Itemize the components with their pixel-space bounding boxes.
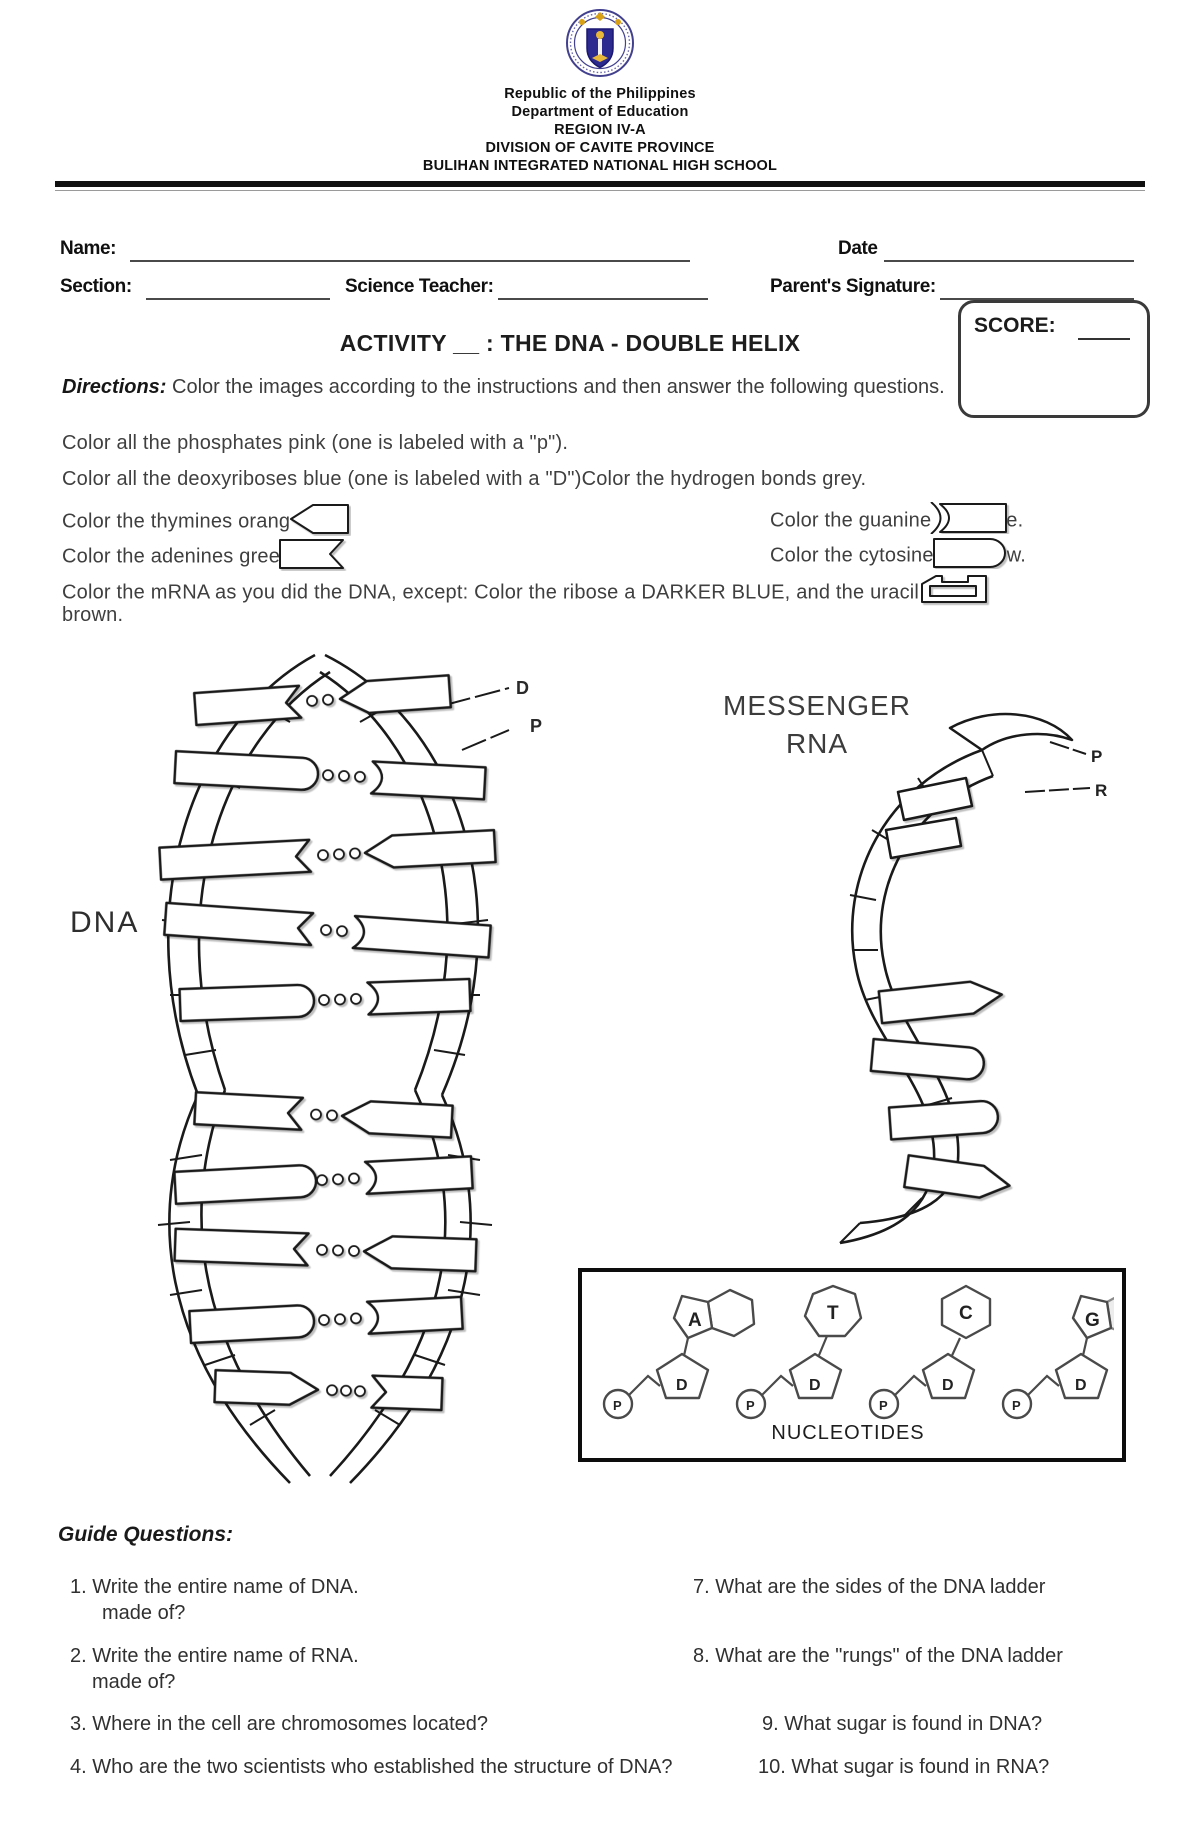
svg-text:T: T (827, 1303, 839, 1324)
rna-base (904, 1155, 1011, 1201)
nucleotide-c-illustration (870, 1286, 990, 1418)
svg-text:P: P (879, 1398, 888, 1413)
parents-signature-label: Parent's Signature: (770, 276, 936, 297)
section-blank-line (146, 298, 330, 300)
name-label: Name: (60, 238, 117, 259)
svg-text:D: D (676, 1377, 688, 1394)
svg-text:D: D (942, 1377, 954, 1394)
header-department: Department of Education (511, 104, 689, 120)
nucleotides-illustration (582, 1274, 1114, 1422)
cytosine-shape-icon (931, 537, 1011, 575)
rna-base (871, 1039, 985, 1081)
question-1-cont: made of? (102, 1602, 186, 1624)
rna-ribose-label: R (1095, 781, 1108, 800)
dna-phosphate-label: P (530, 716, 543, 736)
directions-text: Color the images according to the instructions and then answer the following questions. (166, 376, 945, 398)
name-blank-line (130, 260, 690, 262)
question-8: 8. What are the "rungs" of the DNA ladder (693, 1645, 1063, 1667)
dna-deoxyribose-label: D (516, 678, 529, 698)
instruction-phosphates: Color all the phosphates pink (one is labeled with a "p"). (62, 432, 569, 454)
dna-caption: DNA (70, 906, 140, 939)
header-divider-shadow (55, 190, 1145, 191)
nucleotides-caption: NUCLEOTIDES (771, 1422, 925, 1444)
base-pair-rung (164, 903, 490, 958)
question-7: 7. What are the sides of the DNA ladder (693, 1576, 1046, 1598)
date-label: Date (838, 238, 878, 259)
science-teacher-label: Science Teacher: (345, 276, 494, 297)
question-1: 1. Write the entire name of DNA. (70, 1576, 359, 1598)
question-3: 3. Where in the cell are chromosomes located? (70, 1713, 488, 1735)
base-pair-rung (159, 830, 495, 879)
nucleotide-a-illustration (604, 1290, 754, 1418)
date-blank-line (884, 260, 1134, 262)
score-label: SCORE: (974, 314, 1056, 337)
header-school: BULIHAN INTEGRATED NATIONAL HIGH SCHOOL (422, 158, 778, 174)
header-region: REGION IV-A (554, 122, 646, 138)
mrna-caption-line2: RNA (785, 728, 849, 759)
activity-title: ACTIVITY __ : THE DNA - DOUBLE HELIX (339, 330, 801, 356)
instruction-cytosines: Color the cytosine (770, 544, 934, 567)
svg-text:C: C (959, 1303, 973, 1324)
instruction-thymines: Color the thymines orang (62, 510, 291, 533)
question-2-cont: made of? (92, 1671, 176, 1693)
mrna-illustration (810, 700, 1110, 1260)
directions-label: Directions: (62, 376, 167, 398)
science-teacher-blank-line (498, 298, 708, 300)
question-9: 9. What sugar is found in DNA? (762, 1713, 1043, 1735)
dna-helix-illustration (140, 650, 510, 1490)
question-10: 10. What sugar is found in RNA? (758, 1756, 1050, 1778)
instruction-hydrogen-bonds: Color the hydrogen bonds grey. (581, 468, 867, 490)
adenine-shape-icon (277, 537, 353, 577)
instruction-cytosines-end: w. (1006, 544, 1026, 567)
question-2: 2. Write the entire name of RNA. (70, 1645, 359, 1667)
instruction-deoxyriboses: Color all the deoxyriboses blue (one is labeled with a "D") (62, 468, 582, 490)
header-country: Republic of the Philippines (504, 86, 696, 102)
guide-questions-heading: Guide Questions: (58, 1523, 234, 1546)
instruction-mrna-cont: brown. (62, 604, 124, 626)
instruction-guanines: Color the guanine (770, 509, 932, 532)
instruction-adenines: Color the adenines gree (62, 545, 281, 568)
rna-base (889, 1100, 999, 1139)
rna-base (879, 979, 1004, 1024)
base-pair-rung (180, 979, 471, 1021)
base-pair-rung (174, 1156, 472, 1203)
nucleotide-t-illustration (737, 1286, 861, 1418)
mrna-caption-line1: MESSENGER (723, 690, 911, 721)
svg-text:A: A (688, 1310, 702, 1331)
section-label: Section: (60, 276, 132, 297)
header-divider (55, 181, 1145, 187)
thymine-shape-icon (287, 502, 351, 542)
base-pair-rung (175, 1229, 477, 1271)
svg-text:D: D (809, 1377, 821, 1394)
header-division: DIVISION OF CAVITE PROVINCE (485, 140, 715, 156)
svg-text:P: P (746, 1398, 755, 1413)
instruction-guanines-end: e. (1006, 509, 1024, 532)
base-pair-rung (174, 751, 485, 799)
base-pair-rung (194, 1092, 452, 1137)
svg-text:D: D (1075, 1377, 1087, 1394)
base-pair-rung (215, 1370, 443, 1410)
instruction-mrna: Color the mRNA as you did the DNA, except: Color the ribose a DARKER BLUE, and the uracil (62, 581, 920, 604)
svg-text:P: P (1012, 1398, 1021, 1413)
uracil-shape-icon (916, 572, 992, 614)
svg-text:P: P (613, 1398, 622, 1413)
svg-text:G: G (1085, 1310, 1100, 1331)
nucleotide-g-illustration (1003, 1290, 1114, 1418)
base-pair-rung (194, 675, 451, 725)
rna-phosphate-label: P (1091, 747, 1103, 766)
deped-seal-logo (565, 8, 635, 78)
question-4: 4. Who are the two scientists who established the structure of DNA? (70, 1756, 673, 1778)
guanine-shape-icon (928, 502, 1010, 540)
